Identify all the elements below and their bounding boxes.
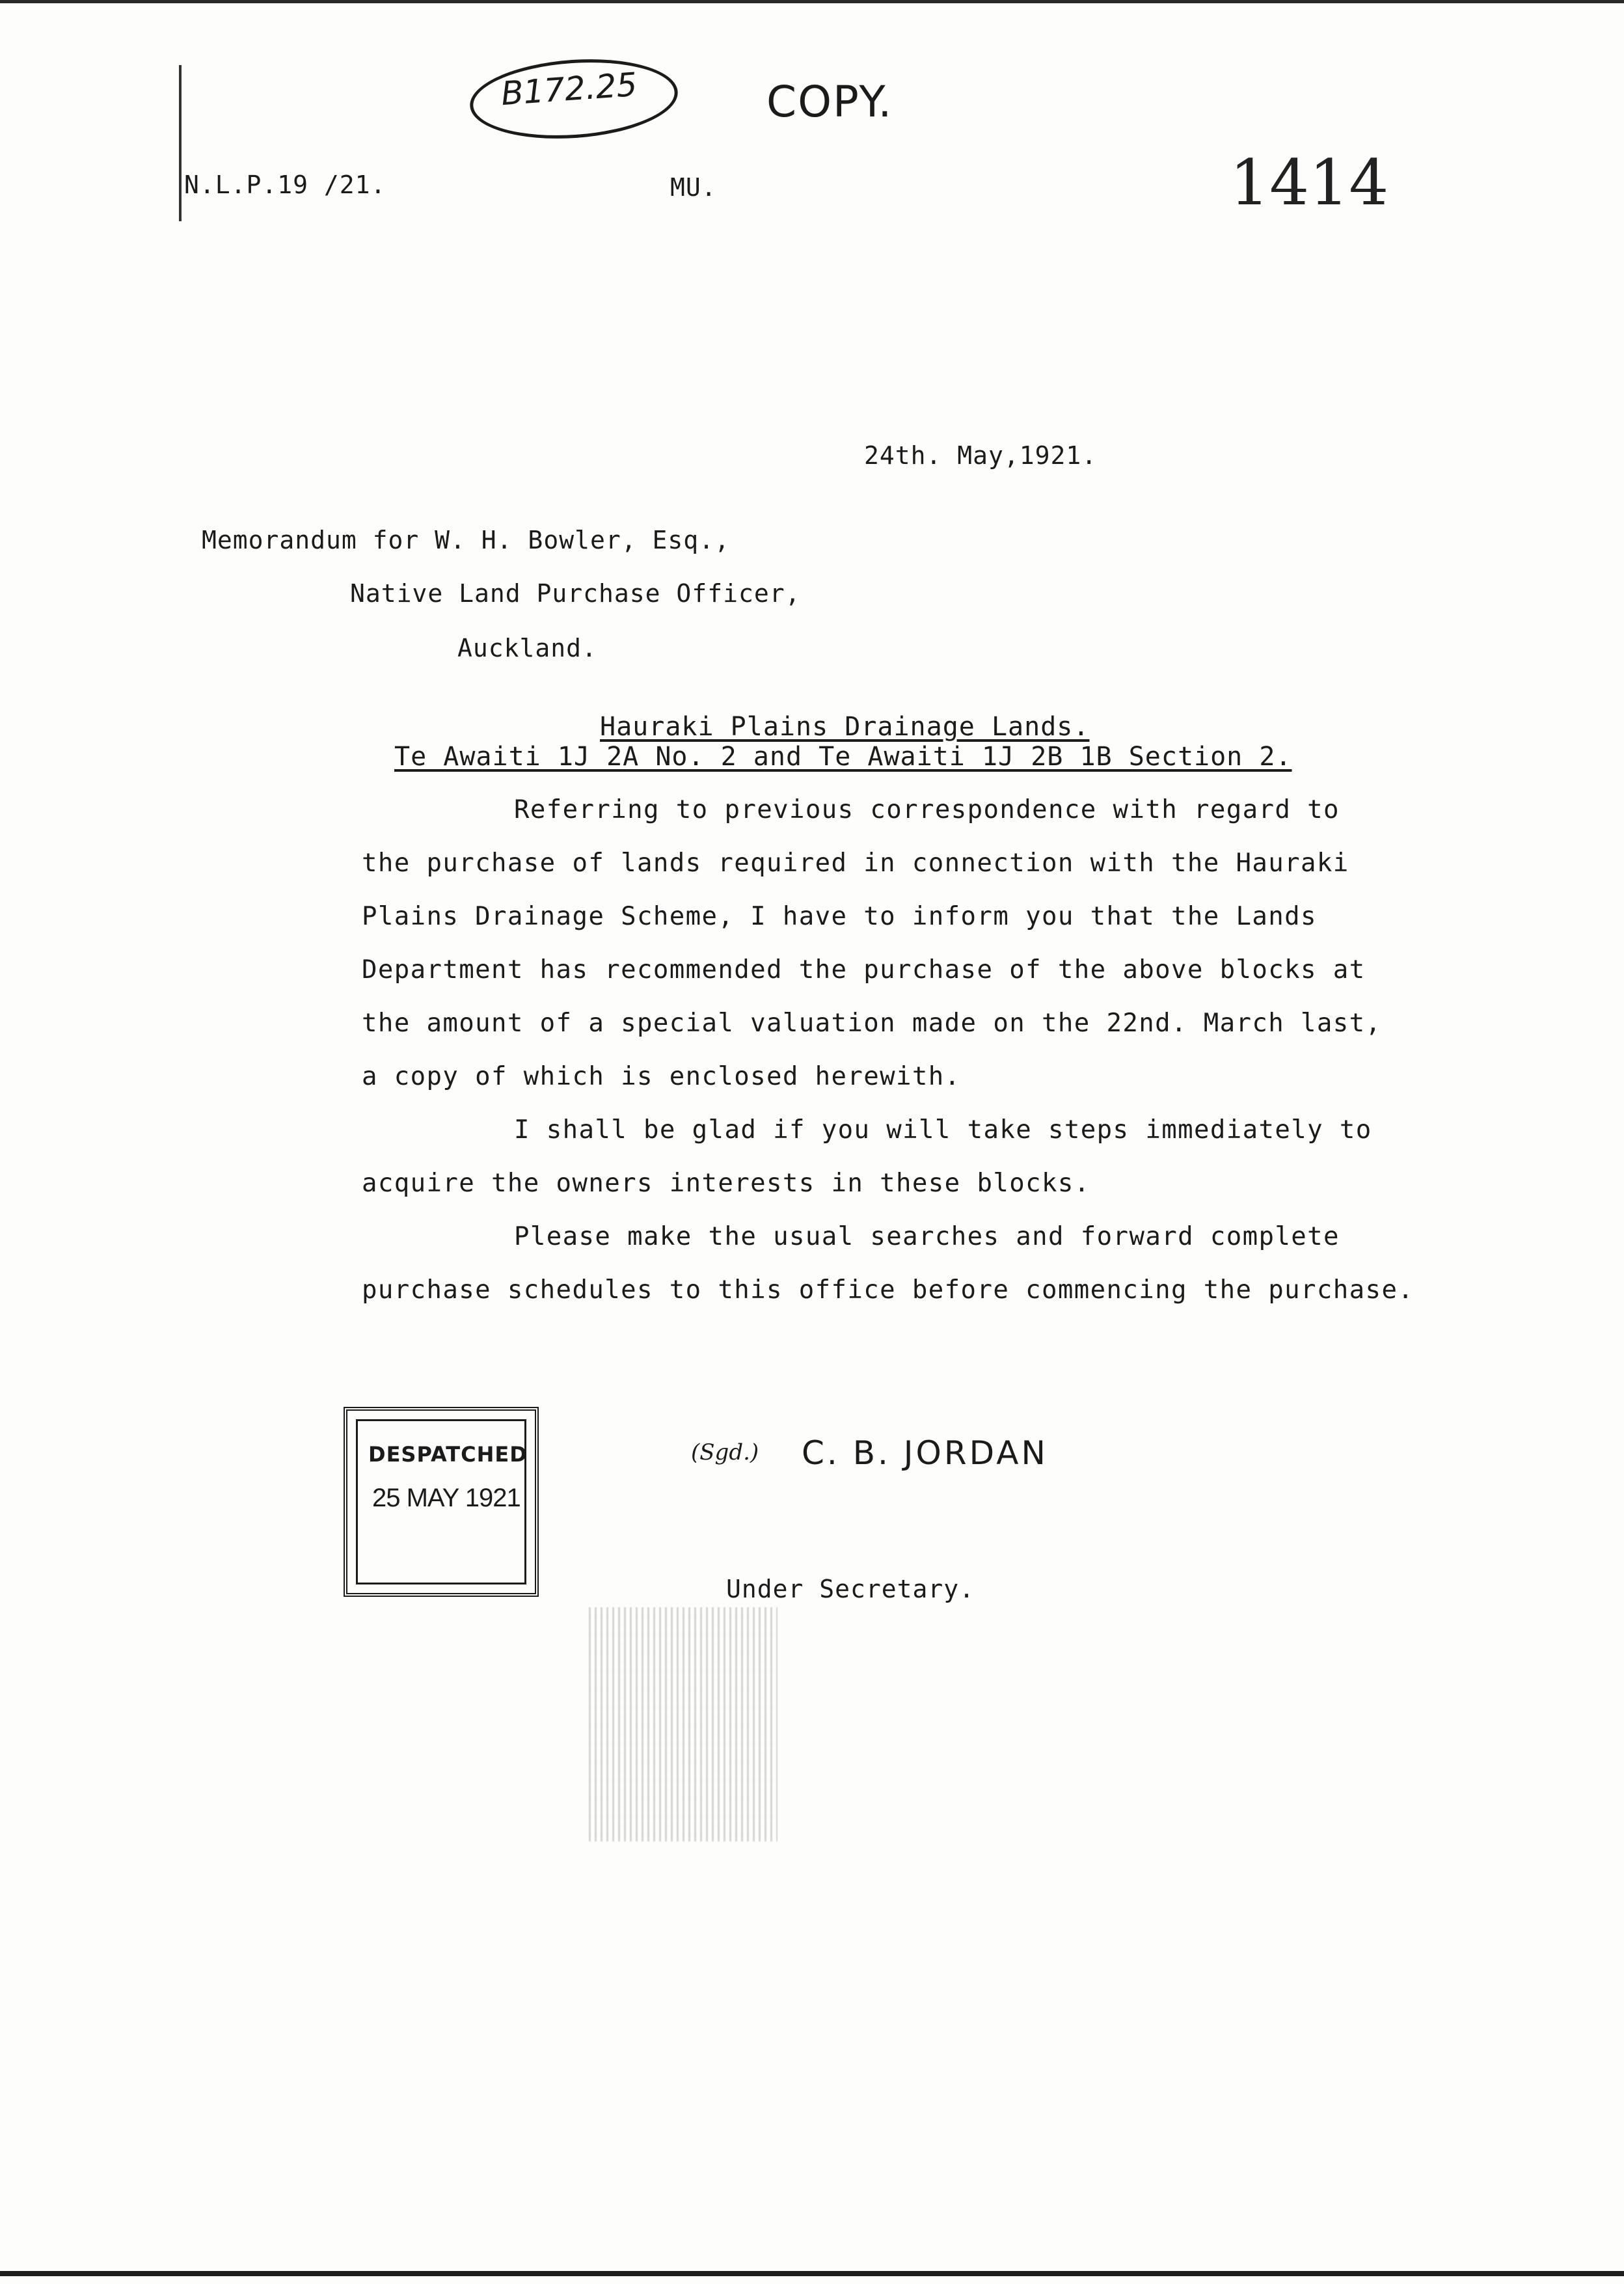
- addressee-line-2: Native Land Purchase Officer,: [350, 579, 801, 608]
- body-line-5: the amount of a special valuation made on the 22nd. March last,: [362, 1009, 1382, 1038]
- body-line-1: Referring to previous correspondence with regard to: [514, 795, 1340, 824]
- file-number: N.L.P.19 /21.: [184, 170, 386, 199]
- addressee-line-1: Memorandum for W. H. Bowler, Esq.,: [202, 526, 730, 554]
- copy-label: COPY.: [766, 77, 893, 127]
- body-line-7: I shall be glad if you will take steps immediately to: [514, 1115, 1372, 1145]
- stamp-title: DESPATCHED: [368, 1442, 528, 1467]
- signature-prefix: (Sgd.): [691, 1439, 759, 1465]
- page-number: 1414: [1230, 146, 1389, 219]
- reference-number: B172.25: [500, 65, 639, 113]
- memo-date: 24th. May,1921.: [864, 441, 1098, 470]
- body-line-9: Please make the usual searches and forward complete: [514, 1222, 1340, 1251]
- body-line-10: purchase schedules to this office before commencing the purchase.: [362, 1275, 1414, 1305]
- signatory-name: C. B. JORDAN: [802, 1434, 1048, 1472]
- subject-line-1: Hauraki Plains Drainage Lands.: [600, 712, 1090, 742]
- subject-line-2: Te Awaiti 1J 2A No. 2 and Te Awaiti 1J 2B 1B Section 2.: [394, 742, 1292, 772]
- faded-scribble-mark: [589, 1607, 778, 1842]
- body-line-6: a copy of which is enclosed herewith.: [362, 1062, 961, 1091]
- body-line-4: Department has recommended the purchase of the above blocks at: [362, 955, 1366, 985]
- body-line-3: Plains Drainage Scheme, I have to inform you that the Lands: [362, 902, 1317, 931]
- signatory-title: Under Secretary.: [726, 1575, 975, 1603]
- scan-edge-top: [0, 0, 1624, 3]
- margin-mark: [179, 65, 182, 221]
- body-line-8: acquire the owners interests in these blocks.: [362, 1169, 1090, 1198]
- stamp-date: 25 MAY 1921: [372, 1484, 521, 1512]
- scan-edge-bottom: [0, 2271, 1624, 2276]
- despatched-stamp: [344, 1407, 539, 1597]
- addressee-line-3: Auckland.: [457, 634, 597, 662]
- body-line-2: the purchase of lands required in connection with the Hauraki: [362, 849, 1349, 878]
- office-code: MU.: [670, 173, 717, 202]
